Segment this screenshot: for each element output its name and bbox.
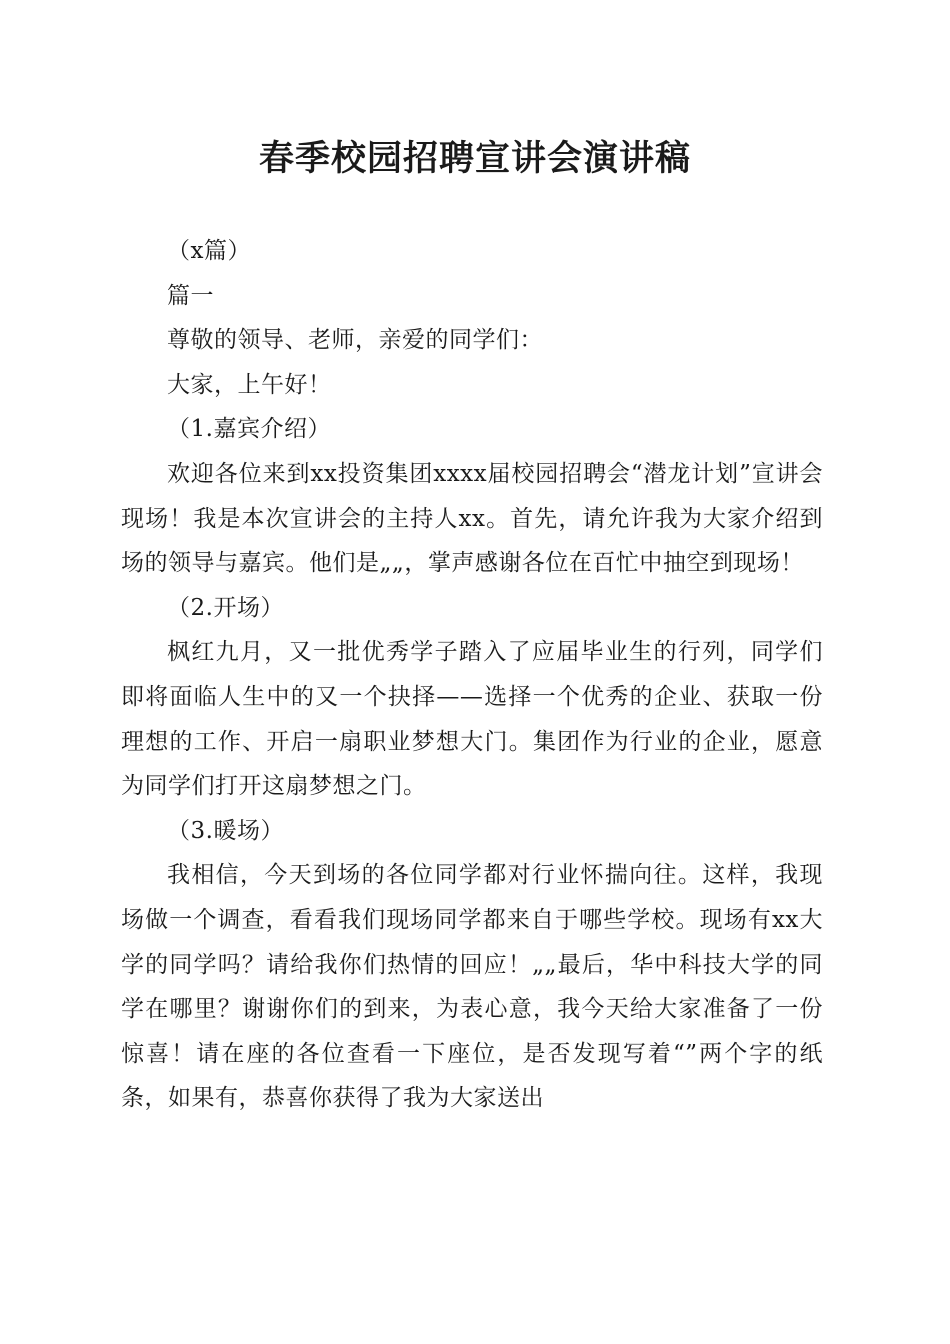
paragraph-section-heading: 篇一 xyxy=(167,282,214,309)
document-title: 春季校园招聘宣讲会演讲稿 xyxy=(258,138,691,179)
paragraph-guest-intro-heading: （1.嘉宾介绍） xyxy=(167,416,331,443)
paragraph-warmup-heading: （3.暖场） xyxy=(167,817,284,844)
paragraph-opening: 枫红九月，又一批优秀学子踏入了应届毕业生的行列，同学们即将面临人生中的又一个抉择——选择一个优秀的企业、获取一份理想的工作、开启一扇职业梦想大门。集团作为行业的企业，愿意为同学们打开这扇梦想之门。 xyxy=(121,639,823,800)
paragraph-greeting: 大家，上午好！ xyxy=(167,371,332,398)
paragraph-opening-heading: （2.开场） xyxy=(167,594,284,621)
paragraph-article-count: （x篇） xyxy=(167,238,251,264)
paragraph-salutation: 尊敬的领导、老师，亲爱的同学们： xyxy=(167,327,543,354)
paragraph-warmup: 我相信，今天到场的各位同学都对行业怀揣向往。这样，我现场做一个调查，看看我们现场同学都来自于哪些学校。现场有xx大学的同学吗？请给我你们热情的回应！„„最后，华中科技大学的同学在哪里？谢谢你们的到来，为表心意，我今天给大家准备了一份惊喜！请在座的各位查看一下座位，是否发现写着“”两个字的纸条，如果有，恭喜你获得了我为大家送出 xyxy=(121,862,823,1112)
paragraph-guest-intro: 欢迎各位来到xx投资集团xxxx届校园招聘会“潜龙计划”宣讲会现场！我是本次宣讲会的主持人xx。首先，请允许我为大家介绍到场的领导与嘉宾。他们是„„，掌声感谢各位在百忙中抽空到现场！ xyxy=(121,460,823,577)
document-body xyxy=(121,229,823,1121)
